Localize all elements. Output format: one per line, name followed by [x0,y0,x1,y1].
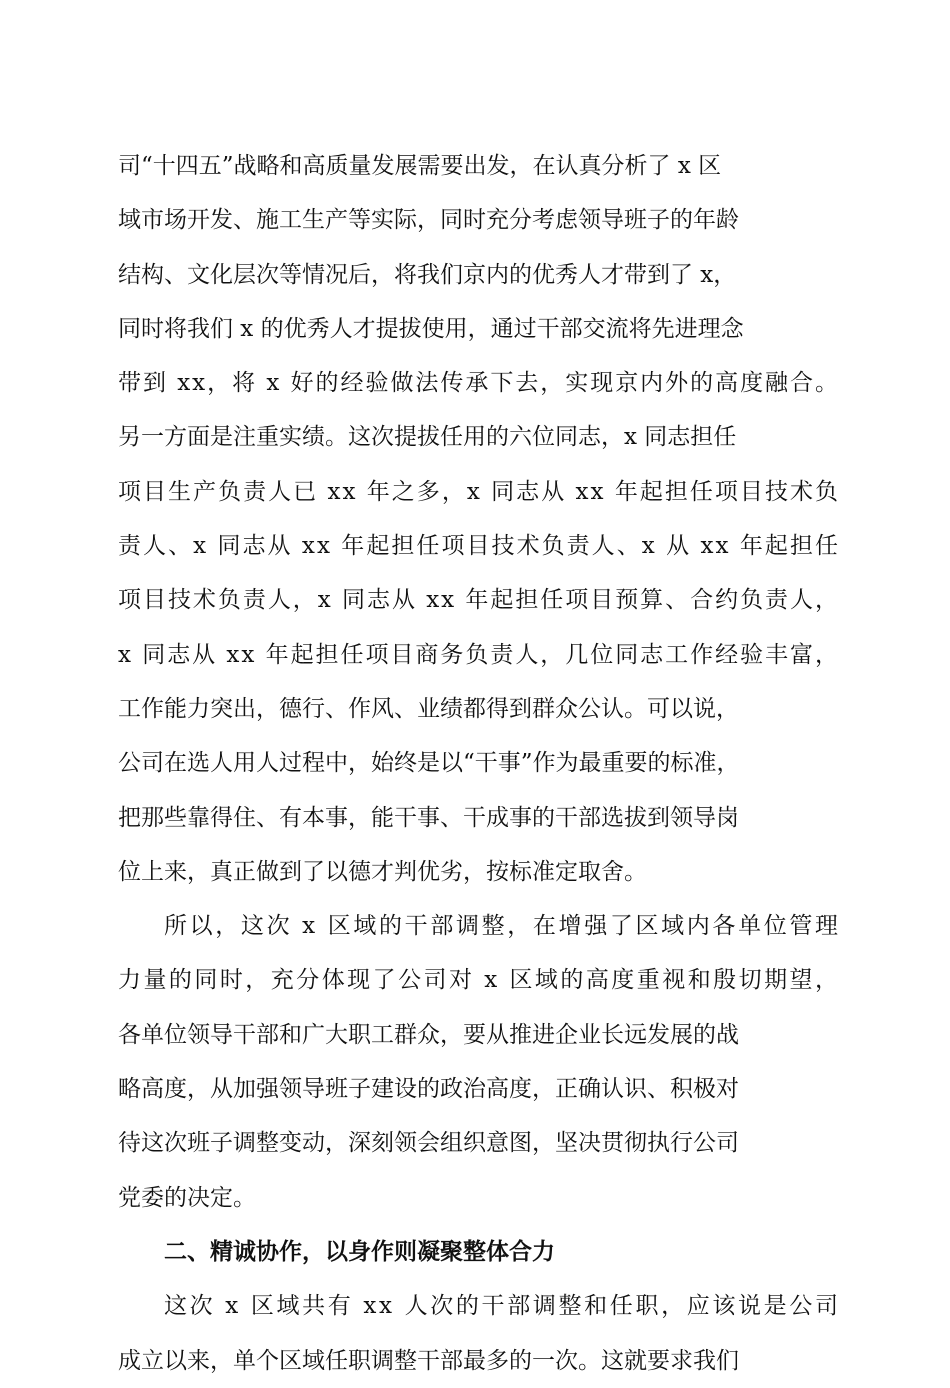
paragraph-line-17: 各单位领导干部和广大职工群众，要从推进企业长远发展的战 [118,1021,739,1048]
paragraph-line-3: 结构、文化层次等情况后，将我们京内的优秀人才带到了 x， [118,261,737,288]
document-body [118,139,841,1388]
paragraph-line-11: 工作能力突出，德行、作风、业绩都得到群众公认。可以说， [118,695,739,722]
section-heading: 二、精诚协作，以身作则凝聚整体合力 [164,1238,555,1265]
paragraph-line-18: 略高度，从加强领导班子建设的政治高度，正确认识、积极对 [118,1076,739,1103]
paragraph-line-15: 所以，这次 x 区域的干部调整，在增强了区域内各单位管理 [164,913,841,940]
paragraph-line-9: 项目技术负责人，x 同志从 xx 年起担任项目预算、合约负责人， [118,587,840,614]
paragraph-line-8: 责人、x 同志从 xx 年起担任项目技术负责人、x 从 xx 年起担任 [118,533,841,560]
paragraph-line-10: x 同志从 xx 年起担任项目商务负责人，几位同志工作经验丰富， [118,641,840,668]
paragraph-line-2: 域市场开发、施工生产等实际，同时充分考虑领导班子的年龄 [118,207,739,234]
paragraph-line-19: 待这次班子调整变动，深刻领会组织意图，坚决贯彻执行公司 [118,1130,739,1157]
paragraph-line-16: 力量的同时，充分体现了公司对 x 区域的高度重视和殷切期望， [118,967,841,994]
paragraph-line-12: 公司在选人用人过程中，始终是以“干事”作为最重要的标准， [118,750,740,777]
paragraph-line-14: 位上来，真正做到了以德才判优劣，按标准定取舍。 [118,858,647,885]
paragraph-line-23: 成立以来，单个区域任职调整干部最多的一次。这就要求我们 [118,1347,739,1374]
paragraph-line-5: 带到 xx，将 x 好的经验做法传承下去，实现京内外的高度融合。 [118,370,840,397]
paragraph-line-13: 把那些靠得住、有本事，能干事、干成事的干部选拔到领导岗 [118,804,739,831]
paragraph-line-22: 这次 x 区域共有 xx 人次的干部调整和任职，应该说是公司 [164,1293,841,1320]
paragraph-line-7: 项目生产负责人已 xx 年之多，x 同志从 xx 年起担任项目技术负 [118,478,841,505]
paragraph-line-6: 另一方面是注重实绩。这次提拔任用的六位同志，x 同志担任 [118,424,737,451]
paragraph-line-20: 党委的决定。 [118,1184,256,1211]
paragraph-line-1: 司“十四五”战略和高质量发展需要出发，在认真分析了 x 区 [118,153,722,179]
paragraph-line-4: 同时将我们 x 的优秀人才提拔使用，通过干部交流将先进理念 [118,315,744,342]
